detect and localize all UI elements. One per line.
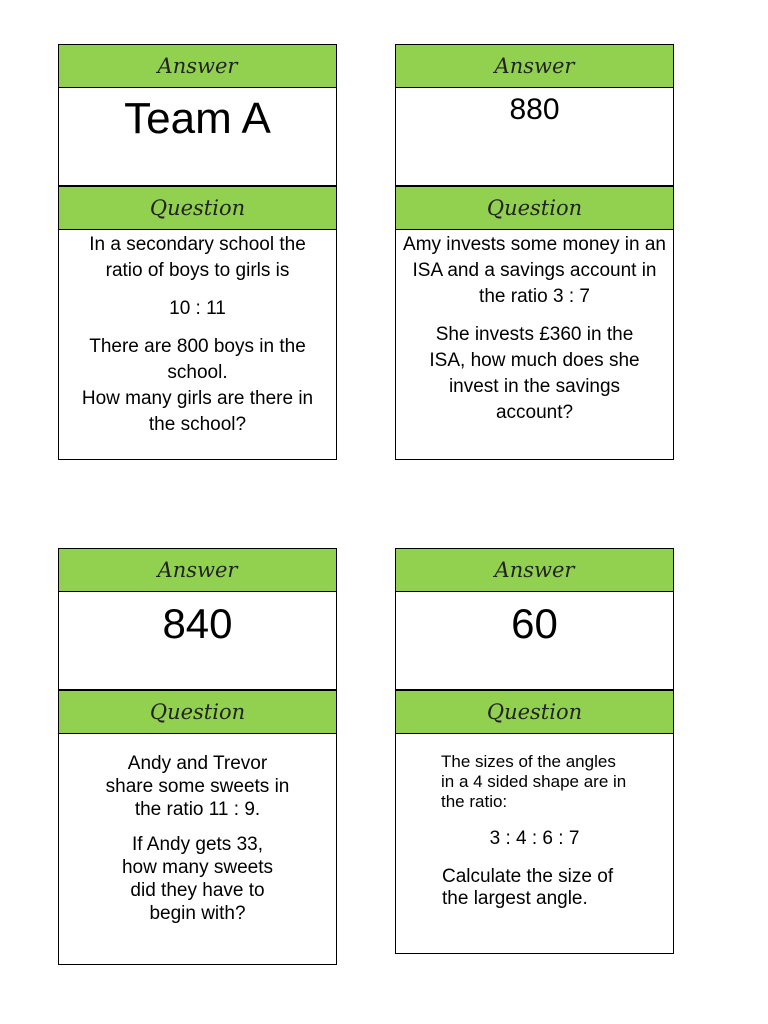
question-ratio: 3 : 4 : 6 : 7	[489, 828, 580, 849]
card-60	[395, 548, 674, 954]
answer-header: Answer	[58, 548, 337, 592]
question-line: Amy invests some money in an ISA and a savings account in the ratio 3 : 7	[403, 234, 666, 307]
question-line: There are 800 boys in the school.	[89, 336, 306, 383]
card-880	[395, 44, 674, 460]
answer-box	[395, 592, 674, 690]
question-header: Question	[395, 690, 674, 734]
answer-value: 840	[162, 600, 233, 647]
answer-value: Team A	[124, 94, 271, 143]
question-line: She invests £360 in the ISA, how much does she invest in the savings account?	[429, 324, 640, 423]
question-header: Question	[58, 690, 337, 734]
question-text	[59, 752, 336, 925]
question-line: The sizes of the angles in a 4 sided shape are in the ratio:	[441, 752, 627, 811]
answer-header: Answer	[58, 44, 337, 88]
question-text	[59, 232, 336, 438]
question-line: How many girls are there in the school?	[81, 388, 314, 435]
answer-value: 880	[509, 93, 560, 126]
question-box	[58, 734, 337, 965]
answer-header: Answer	[395, 44, 674, 88]
question-line: Andy and Trevor share some sweets in the ratio 11 : 9.	[105, 753, 290, 820]
question-box	[58, 230, 337, 460]
answer-header: Answer	[395, 548, 674, 592]
question-text	[396, 752, 673, 910]
question-line: Calculate the size of the largest angle.	[442, 866, 614, 909]
question-box	[395, 230, 674, 460]
question-line: If Andy gets 33, how many sweets did they have to begin with?	[121, 834, 273, 924]
question-header: Question	[395, 186, 674, 230]
card-840	[58, 548, 337, 965]
question-text	[396, 232, 673, 426]
question-header: Question	[58, 186, 337, 230]
card-team-a	[58, 44, 337, 460]
question-box	[395, 734, 674, 954]
question-ratio: 10 : 11	[169, 298, 226, 319]
answer-box	[58, 592, 337, 690]
question-line: In a secondary school the ratio of boys to girls is	[89, 234, 306, 281]
answer-value: 60	[511, 600, 558, 647]
answer-box	[395, 88, 674, 186]
answer-box	[58, 88, 337, 186]
